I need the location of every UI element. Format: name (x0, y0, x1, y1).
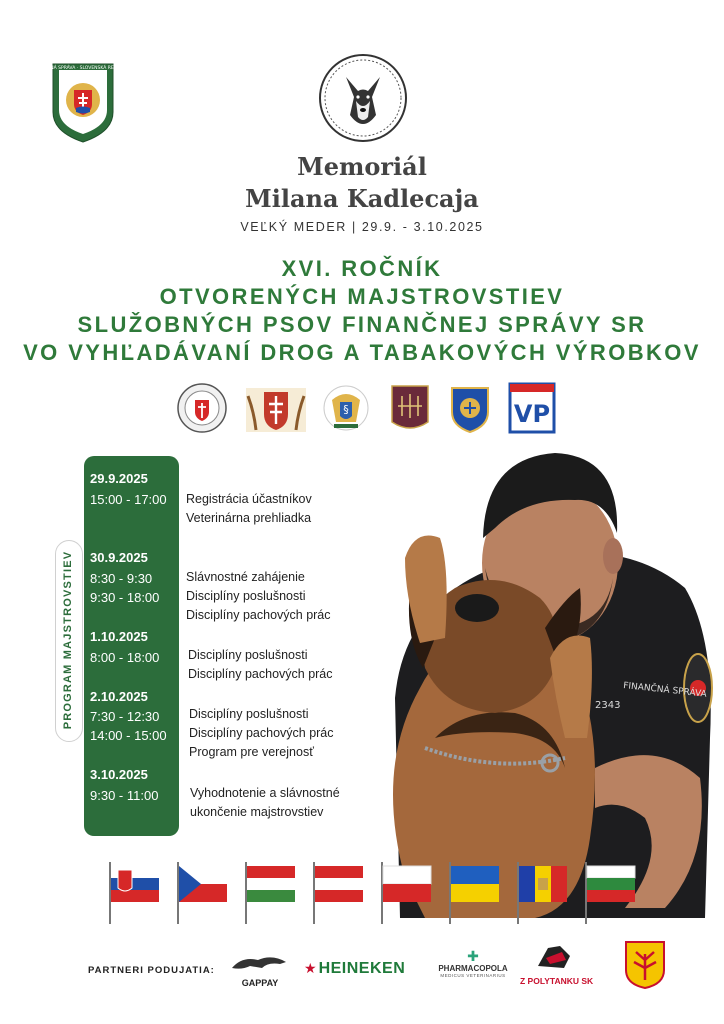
financna-sprava-emblem (33, 60, 133, 144)
headline-line1: XVI. ROČNÍK (281, 256, 443, 281)
gappay-text: GAPPAY (241, 978, 279, 988)
program-activity: Veterinárna prehliadka (186, 511, 312, 525)
place-and-date: VEĽKÝ MEDER | 29.9. - 3.10.2025 (240, 220, 484, 234)
gappay-logo (228, 950, 292, 988)
participant-flags (108, 860, 648, 926)
program-activity: Disciplíny poslušnosti (189, 707, 309, 721)
ukraine-flag-icon (450, 862, 499, 924)
program-date: 2.10.2025 (90, 689, 148, 704)
program-activity: Registrácia účastníkov (186, 492, 312, 506)
z-polytanku-text: Z POLYTANKU SK (520, 976, 594, 986)
event-title-line1: Memoriál (297, 152, 427, 181)
slovakia-flag-icon (110, 862, 159, 924)
town-coat-of-arms-icon (624, 940, 666, 990)
svg-text:§: § (343, 403, 349, 416)
headline-line4: VO VYHĽADÁVANÍ DROG A TABAKOVÝCH VÝROBKOV (23, 340, 701, 365)
program-date: 29.9.2025 (90, 471, 148, 486)
organisation-logos (176, 382, 556, 434)
partners-label: PARTNERI PODUJATIA: (88, 965, 215, 976)
headline-line3: SLUŽOBNÝCH PSOV FINANČNEJ SPRÁVY SR (77, 312, 647, 337)
z-polytanku-logo (520, 942, 594, 992)
prison-guard-badge-icon (392, 386, 428, 428)
heineken-logo (304, 955, 416, 983)
headline-line2: OTVORENÝCH MAJSTROVSTIEV (159, 284, 565, 309)
tank-dog-icon (534, 942, 574, 972)
hungary-flag-icon (246, 862, 295, 924)
program-activity: Disciplíny pachových prác (189, 726, 334, 740)
program-activity: Disciplíny poslušnosti (188, 648, 308, 662)
pharmacopola-logo (430, 950, 516, 986)
cross-icon: ✚ (467, 949, 479, 965)
running-dog-icon (228, 950, 292, 974)
czech-flag-icon (178, 862, 227, 924)
red-star-icon: ★ (304, 961, 317, 977)
program-date: 1.10.2025 (90, 629, 148, 644)
coat-of-arms-icon (246, 388, 306, 432)
program-activity: Vyhodnotenie a slávnostné (190, 786, 340, 800)
program-activity: ukončenie majstrovstiev (190, 805, 324, 819)
program-activity: Slávnostné zahájenie (186, 570, 305, 584)
program-activity: Disciplíny pachových prác (188, 667, 333, 681)
vp-logo-text: VP (513, 400, 551, 428)
railway-police-badge-icon (452, 388, 488, 432)
pharmacopola-text: PHARMACOPOLA (438, 964, 508, 973)
program-time: 8:30 - 9:30 (90, 571, 153, 586)
emblem-ring-text: FINANČNÁ SPRÁVA · SLOVENSKÁ REPUBLIKA (33, 66, 133, 71)
program-time: 9:30 - 18:00 (90, 590, 160, 605)
program-activity: Program pre verejnosť (189, 745, 314, 759)
bulgaria-flag-icon (586, 862, 635, 924)
program-time: 14:00 - 15:00 (90, 728, 167, 743)
program-activity: Disciplíny poslušnosti (186, 589, 306, 603)
andorra-flag-icon (518, 862, 567, 924)
justice-emblem-icon (324, 386, 368, 430)
heineken-text: HEINEKEN (318, 960, 406, 977)
program-time: 7:30 - 12:30 (90, 709, 160, 724)
badge-number: 2343 (595, 700, 621, 711)
austria-flag-icon (314, 862, 363, 924)
program-side-label: PROGRAM MAJSTROVSTIEV (62, 550, 74, 730)
program-activity: Disciplíny pachových prác (186, 608, 331, 622)
german-shepherd-medallion (318, 53, 408, 143)
program-date: 3.10.2025 (90, 767, 148, 782)
police-badge-icon (178, 384, 226, 432)
program-date: 30.9.2025 (90, 550, 148, 565)
program-time: 15:00 - 17:00 (90, 492, 167, 507)
uniform-patch-text: FINANČNÁ SPRÁVA (622, 681, 708, 700)
pharmacopola-subtext: MEDICUS VETERINARIUS (440, 973, 506, 978)
poland-flag-icon (382, 862, 431, 924)
program-time: 9:30 - 11:00 (90, 788, 159, 803)
officer-with-dog-photo (365, 438, 717, 918)
event-title-line2: Milana Kadlecaja (245, 184, 479, 213)
program-time: 8:00 - 18:00 (90, 650, 160, 665)
vp-logo-icon (510, 384, 554, 432)
